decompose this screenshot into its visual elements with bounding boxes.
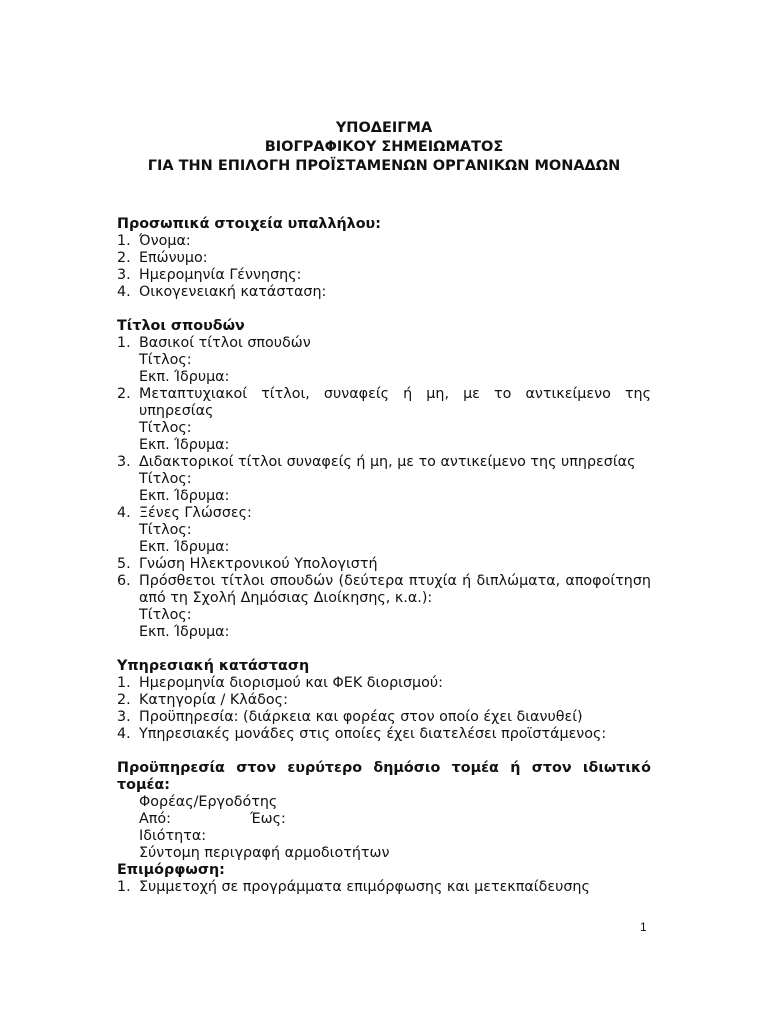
list-item	[117, 284, 651, 301]
item-number: 1.	[117, 233, 131, 249]
period-row	[117, 811, 651, 828]
list-item	[117, 267, 651, 284]
item-number: 3.	[117, 267, 131, 283]
header-line-3: ΓΙΑ ΤΗΝ ΕΠΙΛΟΓΗ ΠΡΟΪΣΤΑΜΕΝΩΝ ΟΡΓΑΝΙΚΩΝ ΜΟΝΑΔΩΝ	[147, 158, 621, 174]
page-number: 1	[640, 920, 647, 934]
item-number: 3.	[117, 454, 131, 470]
institution-label: Εκπ. Ίδρυμα:	[139, 488, 230, 504]
item-number: 3.	[117, 709, 131, 725]
item-text: Προϋπηρεσία: (διάρκεια και φορέας στον οποίο έχει διανυθεί)	[139, 709, 583, 725]
item-number: 1.	[117, 335, 131, 351]
item-text: Κατηγορία / Κλάδος:	[139, 692, 288, 708]
item-number: 4.	[117, 284, 131, 300]
item-number: 2.	[117, 250, 131, 266]
document-header	[0, 119, 768, 176]
prior-service-section-title: Προϋπηρεσία στον ευρύτερο δημόσιο τομέα ή στον ιδιωτικό τομέα:	[117, 760, 651, 793]
title-label: Τίτλος:	[139, 420, 192, 436]
item-text: Πρόσθετοι τίτλοι σπουδών (δεύτερα πτυχία ή διπλώματα, αποφοίτηση από τη Σχολή Δημόσιας Διοίκησης, κ.α.):	[139, 573, 651, 606]
studies-list	[117, 335, 651, 641]
title-label: Τίτλος:	[139, 522, 192, 538]
item-number: 2.	[117, 386, 131, 402]
employer-label: Φορέας/Εργοδότης	[139, 794, 278, 810]
item-text: Ξένες Γλώσσες:	[139, 505, 252, 521]
training-list	[117, 879, 651, 896]
institution-label: Εκπ. Ίδρυμα:	[139, 437, 230, 453]
service-section-title: Υπηρεσιακή κατάσταση	[117, 658, 310, 674]
from-label: Από:	[139, 811, 171, 827]
item-text: Βασικοί τίτλοι σπουδών	[139, 335, 311, 351]
item-text: Ημερομηνία διορισμού και ΦΕΚ διορισμού:	[139, 675, 443, 691]
capacity-label: Ιδιότητα:	[139, 828, 207, 844]
title-label: Τίτλος:	[139, 352, 192, 368]
personal-list	[117, 233, 651, 301]
list-item	[117, 709, 651, 726]
item-number: 5.	[117, 556, 131, 572]
item-number: 2.	[117, 692, 131, 708]
to-label: Έως:	[249, 811, 286, 827]
title-label: Τίτλος:	[139, 471, 192, 487]
training-section-title: Επιμόρφωση:	[117, 862, 225, 878]
list-item	[117, 454, 651, 471]
institution-label: Εκπ. Ίδρυμα:	[139, 624, 230, 640]
duties-label: Σύντομη περιγραφή αρμοδιοτήτων	[139, 845, 390, 861]
item-number: 4.	[117, 726, 131, 742]
title-label: Τίτλος:	[139, 607, 192, 623]
service-list	[117, 675, 651, 743]
item-text: Γνώση Ηλεκτρονικού Υπολογιστή	[139, 556, 378, 572]
personal-section-title: Προσωπικά στοιχεία υπαλλήλου:	[117, 216, 381, 232]
list-item	[117, 726, 651, 743]
item-text: Συμμετοχή σε προγράμματα επιμόρφωσης και μετεκπαίδευσης	[139, 879, 590, 895]
item-number: 6.	[117, 573, 131, 589]
list-item	[117, 556, 651, 573]
list-item	[117, 675, 651, 692]
item-text: Οικογενειακή κατάσταση:	[139, 284, 327, 300]
list-item	[117, 879, 651, 896]
list-item	[117, 250, 651, 267]
header-line-1: ΥΠΟΔΕΙΓΜΑ	[335, 120, 433, 136]
list-item	[117, 573, 651, 607]
item-number: 1.	[117, 675, 131, 691]
item-number: 4.	[117, 505, 131, 521]
document-body	[117, 216, 651, 896]
list-item	[117, 692, 651, 709]
header-line-2: ΒΙΟΓΡΑΦΙΚΟΥ ΣΗΜΕΙΩΜΑΤΟΣ	[264, 139, 504, 155]
item-text: Όνομα:	[139, 233, 191, 249]
item-text: Υπηρεσιακές μονάδες στις οποίες έχει διατελέσει προϊστάμενος:	[139, 726, 607, 742]
institution-label: Εκπ. Ίδρυμα:	[139, 369, 230, 385]
list-item	[117, 233, 651, 250]
list-item	[117, 386, 651, 420]
item-number: 1.	[117, 879, 131, 895]
item-text: Επώνυμο:	[139, 250, 208, 266]
item-text: Μεταπτυχιακοί τίτλοι, συναφείς ή μη, με το αντικείμενο της υπηρεσίας	[139, 386, 651, 419]
item-text: Ημερομηνία Γέννησης:	[139, 267, 302, 283]
list-item	[117, 335, 651, 352]
list-item	[117, 505, 651, 522]
institution-label: Εκπ. Ίδρυμα:	[139, 539, 230, 555]
studies-section-title: Τίτλοι σπουδών	[117, 318, 245, 334]
item-text: Διδακτορικοί τίτλοι συναφείς ή μη, με το αντικείμενο της υπηρεσίας	[139, 454, 636, 470]
